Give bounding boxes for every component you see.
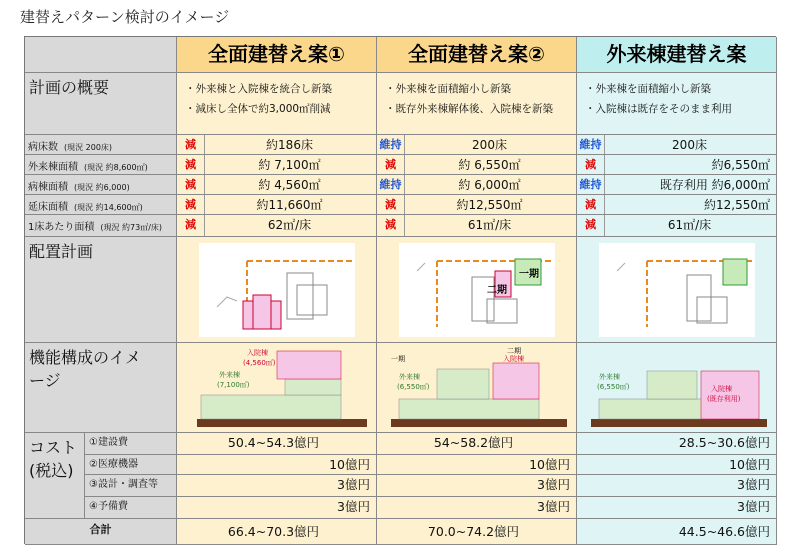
reduce-badge: 減	[377, 155, 405, 174]
reduce-badge: 減	[177, 135, 205, 154]
inpatient-label: 入院棟	[503, 355, 524, 363]
function-label-cell	[25, 343, 177, 433]
cost-value: 3億円	[537, 477, 570, 492]
plan-header-title: 外来棟建替え案	[606, 42, 747, 66]
metric-cell	[377, 135, 577, 155]
metric-value: 62㎡/床	[267, 218, 312, 232]
header-corner	[25, 37, 177, 73]
phase2-label: 二期	[487, 285, 507, 296]
site-plan-3	[577, 237, 777, 343]
function-cell-2	[377, 343, 577, 433]
plan-header-1	[177, 37, 377, 73]
metric-value: 約11,660㎡	[256, 198, 323, 212]
metric-cell	[377, 195, 577, 215]
function-diagram-2	[377, 343, 577, 433]
metric-label	[25, 135, 176, 155]
cost-cell	[377, 497, 577, 519]
layout-cell-1	[177, 237, 377, 343]
plan-header-2	[377, 37, 577, 73]
cost-item-label-cell	[85, 497, 177, 519]
metric-value: 200床	[672, 138, 707, 152]
outpatient-area: (6,550㎡)	[597, 383, 630, 391]
overview-line: ・外来棟を面積縮小し新築	[585, 83, 711, 95]
metric-value: 61㎡/床	[667, 218, 712, 232]
comparison-table	[24, 36, 776, 544]
metric-cell	[377, 215, 577, 237]
reduce-badge: 減	[177, 215, 205, 236]
cost-value: 10億円	[329, 457, 370, 472]
metric-current: (現況 約73㎡/床)	[100, 223, 163, 232]
metric-value: 約12,550㎡	[456, 198, 523, 212]
cost-cell	[577, 433, 777, 455]
cost-item-label-cell	[85, 433, 177, 455]
metric-cell	[377, 155, 577, 175]
cost-cell	[177, 475, 377, 497]
cost-cell	[377, 433, 577, 455]
function-diagram-3	[577, 343, 777, 433]
metric-value: 約 4,560㎡	[258, 178, 321, 192]
cost-value: 10億円	[529, 457, 570, 472]
cost-label-cell	[25, 433, 85, 519]
cost-item-label-cell	[85, 455, 177, 475]
metric-name: 延床面積	[28, 202, 68, 213]
metric-cell	[577, 175, 777, 195]
cost-cell	[577, 455, 777, 475]
total-cell	[377, 519, 577, 545]
layout-label-cell	[25, 237, 177, 343]
cost-value: 10億円	[729, 457, 770, 472]
cost-item-label: ①建設費	[89, 437, 128, 448]
total-value: 66.4~70.3億円	[227, 524, 320, 539]
phase1-label: 一期	[391, 355, 405, 363]
cost-cell	[377, 455, 577, 475]
overview-line: ・既存外来棟解体後、入院棟を新築	[385, 103, 553, 115]
maintain-badge: 維持	[377, 175, 405, 194]
page-title: 建替えパターン検討のイメージ	[20, 8, 230, 26]
reduce-badge: 減	[377, 195, 405, 214]
reduce-badge: 減	[177, 195, 205, 214]
metric-current: (現況 約6,000)	[74, 183, 130, 192]
metric-cell	[377, 175, 577, 195]
overview-line: ・入院棟は既存をそのまま利用	[585, 103, 732, 115]
metric-cell	[577, 155, 777, 175]
cost-value: 3億円	[737, 499, 770, 514]
metric-current: (現況 200床)	[64, 143, 113, 152]
function-label: 機能構成のイメージ	[29, 348, 141, 390]
function-cell-1	[177, 343, 377, 433]
outpatient-label: 外来棟	[599, 373, 620, 381]
cost-cell	[577, 497, 777, 519]
cost-value: 3億円	[537, 499, 570, 514]
reduce-badge: 減	[577, 215, 605, 236]
cost-value: 3億円	[337, 499, 370, 514]
metric-cell	[177, 175, 377, 195]
overview-line: ・外来棟を面積縮小し新築	[385, 83, 511, 95]
reduce-badge: 減	[577, 155, 605, 174]
site-plan-1	[177, 237, 377, 343]
metric-label-cell	[25, 155, 177, 175]
cost-value: 3億円	[337, 477, 370, 492]
total-label: 合計	[89, 523, 112, 536]
cost-value: 54~58.2億円	[433, 435, 514, 450]
metric-label	[25, 175, 176, 195]
total-label-cell	[25, 519, 177, 545]
overview-cell-3	[577, 73, 777, 135]
overview-label-cell	[25, 73, 177, 135]
cost-cell	[377, 475, 577, 497]
outpatient-area: (7,100㎡)	[217, 381, 250, 389]
cost-value: 50.4~54.3億円	[227, 435, 320, 450]
metric-cell	[177, 215, 377, 237]
function-cell-3	[577, 343, 777, 433]
cost-cell	[177, 455, 377, 475]
overview-text	[177, 73, 376, 125]
overview-line: ・減床し全体で約3,000㎡削減	[185, 103, 331, 115]
metric-label-cell	[25, 215, 177, 237]
reduce-badge: 減	[177, 175, 205, 194]
metric-label-cell	[25, 175, 177, 195]
reduce-badge: 減	[377, 215, 405, 236]
metric-cell	[577, 195, 777, 215]
layout-cell-2	[377, 237, 577, 343]
metric-name: 1床あたり面積	[28, 222, 95, 233]
metric-cell	[177, 195, 377, 215]
outpatient-label: 外来棟	[399, 373, 420, 381]
cost-cell	[177, 433, 377, 455]
overview-text	[377, 73, 576, 125]
metric-name: 病床数	[28, 142, 58, 153]
inpatient-label: 入院棟	[711, 385, 732, 393]
outpatient-label: 外来棟	[219, 371, 240, 379]
metric-value: 約 6,000㎡	[458, 178, 521, 192]
metric-value: 61㎡/床	[467, 218, 512, 232]
layout-cell-3	[577, 237, 777, 343]
metric-label-cell	[25, 135, 177, 155]
total-cell	[177, 519, 377, 545]
site-plan-2	[377, 237, 577, 343]
phase2-label: 二期	[507, 347, 521, 355]
overview-text	[577, 73, 776, 125]
function-diagram-1	[177, 343, 377, 433]
plan-header-title: 全面建替え案①	[208, 42, 345, 66]
cost-cell	[577, 475, 777, 497]
outpatient-area: (6,550㎡)	[397, 383, 430, 391]
metric-label	[25, 155, 176, 175]
metric-value: 200床	[472, 138, 507, 152]
cost-value: 3億円	[737, 477, 770, 492]
inpatient-area: (4,560㎡)	[243, 359, 276, 367]
cost-item-label-cell	[85, 475, 177, 497]
overview-label: 計画の概要	[29, 78, 110, 97]
total-value: 70.0~74.2億円	[427, 524, 520, 539]
plan-header-3	[577, 37, 777, 73]
metric-current: (現況 約8,600㎡)	[84, 163, 148, 172]
reduce-badge: 減	[177, 155, 205, 174]
metric-value: 約6,550㎡	[711, 158, 770, 172]
reduce-badge: 減	[577, 195, 605, 214]
cost-cell	[177, 497, 377, 519]
maintain-badge: 維持	[577, 135, 605, 154]
overview-line: ・外来棟と入院棟を統合し新築	[185, 83, 332, 95]
cost-item-label: ③設計・調査等	[89, 479, 158, 490]
cost-label: コスト(税込)	[29, 438, 78, 480]
maintain-badge: 維持	[577, 175, 605, 194]
total-cell	[577, 519, 777, 545]
metric-cell	[177, 135, 377, 155]
metric-name: 外来棟面積	[28, 162, 78, 173]
maintain-badge: 維持	[377, 135, 405, 154]
metric-label	[25, 215, 176, 236]
metric-current: (現況 約14,600㎡)	[74, 203, 143, 212]
metric-label	[25, 195, 176, 215]
total-value: 44.5~46.6億円	[678, 524, 770, 539]
cost-item-label: ④予備費	[89, 501, 128, 512]
layout-label: 配置計画	[29, 242, 94, 261]
metric-value: 約 7,100㎡	[258, 158, 321, 172]
metric-value: 既存利用 約6,000㎡	[659, 178, 770, 192]
metric-label-cell	[25, 195, 177, 215]
metric-value: 約12,550㎡	[704, 198, 770, 212]
metric-value: 約 6,550㎡	[458, 158, 521, 172]
phase1-label: 一期	[519, 269, 539, 280]
metric-cell	[577, 215, 777, 237]
metric-name: 病棟面積	[28, 182, 68, 193]
metric-value: 約186床	[266, 138, 313, 152]
inpatient-label: 入院棟	[247, 349, 268, 357]
overview-cell-1	[177, 73, 377, 135]
cost-item-label: ②医療機器	[89, 459, 138, 470]
metric-cell	[577, 135, 777, 155]
plan-header-title: 全面建替え案②	[408, 42, 545, 66]
inpatient-note: (既存利用)	[707, 395, 741, 403]
metric-cell	[177, 155, 377, 175]
overview-cell-2	[377, 73, 577, 135]
cost-value: 28.5~30.6億円	[678, 435, 770, 450]
